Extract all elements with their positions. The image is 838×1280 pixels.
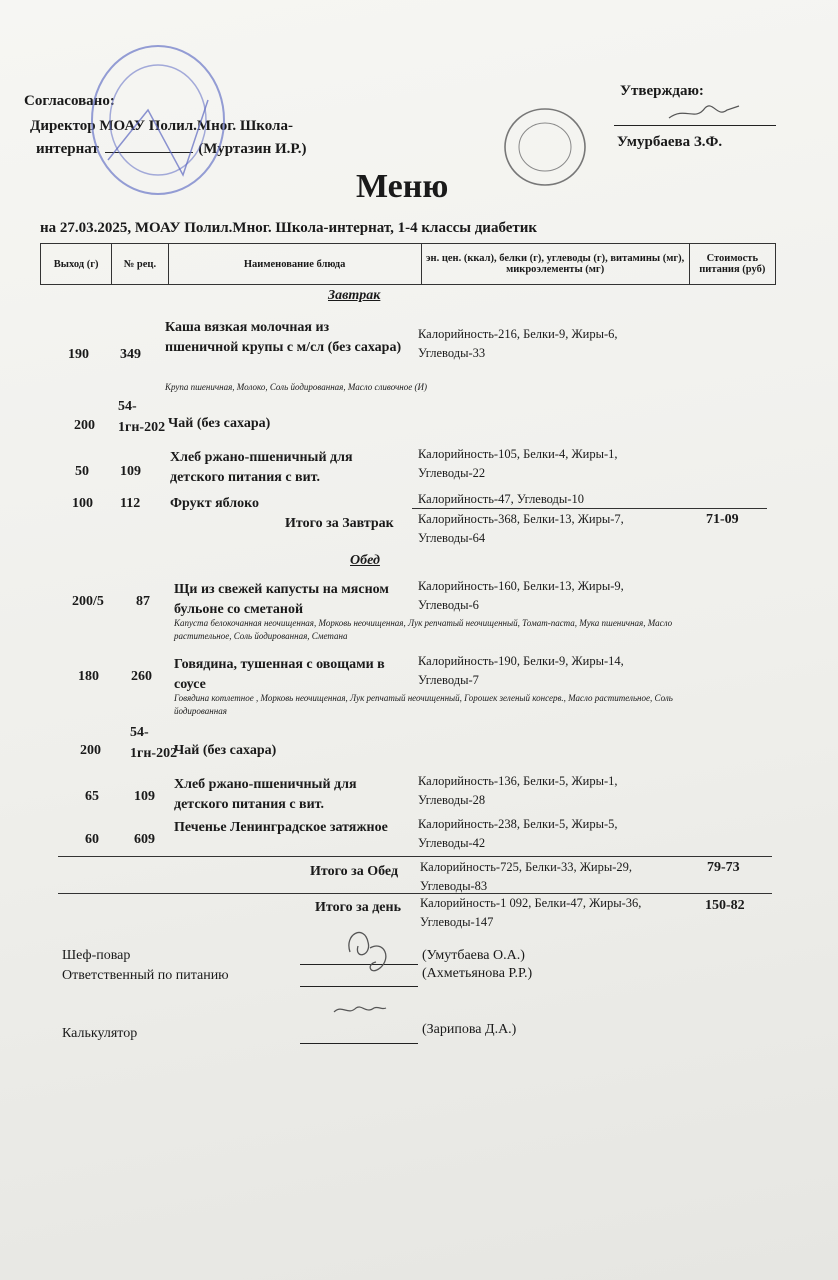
page-title: Меню <box>356 168 449 205</box>
day-total-cost: 150-82 <box>705 898 745 913</box>
row-output: 65 <box>85 789 99 804</box>
breakfast-total-nutrition: Калорийность-368, Белки-13, Жиры-7, Углеводы-64 <box>418 512 624 545</box>
row-recipe: 609 <box>134 832 155 847</box>
col-dish-name: Наименование блюда <box>168 244 421 285</box>
signature-name: (Ахметьянова Р.Р.) <box>422 966 533 981</box>
col-nutrition: эн. цен. (ккал), белки (г), углеводы (г), витамины (мг), микроэлементы (мг) <box>421 244 689 285</box>
breakfast-total-cost: 71-09 <box>706 512 739 527</box>
row-dish-name: Чай (без сахара) <box>168 416 271 431</box>
director-line: Директор МОАУ Полил.Мног. Школа- <box>30 118 293 134</box>
agreed-label: Согласовано: <box>24 93 115 109</box>
lunch-total-divider <box>58 856 772 857</box>
row-nutrition: Калорийность-160, Белки-13, Жиры-9, Углеводы-6 <box>418 579 624 612</box>
row-dish-name: Щи из свежей капусты на мясном бульоне со сметаной <box>174 582 389 617</box>
row-output: 200 <box>80 743 101 758</box>
row-dish-name: Каша вязкая молочная из пшеничной крупы с м/сл (без сахара) <box>165 320 402 355</box>
approve-label: Утверждаю: <box>620 83 704 99</box>
row-output: 200 <box>74 418 95 433</box>
signature-role: Шеф-повар <box>62 948 131 963</box>
lunch-total-nutrition: Калорийность-725, Белки-33, Жиры-29, Углеводы-83 <box>420 860 633 893</box>
row-nutrition: Калорийность-190, Белки-9, Жиры-14, Углеводы-7 <box>418 654 624 687</box>
row-nutrition: Калорийность-136, Белки-5, Жиры-1, Углеводы-28 <box>418 774 618 807</box>
row-ingredients: Капуста белокочанная неочищенная, Морковь неочищенная, Лук репчатый неочищенный, Томат-паста, Мука пшеничная, Масло растительное, Соль йодированная, Сметана <box>174 618 673 641</box>
breakfast-total-label: Итого за Завтрак <box>285 516 394 531</box>
col-output: Выход (г) <box>41 244 112 285</box>
director-name: (Муртазин И.Р.) <box>198 141 307 157</box>
signature-role: Калькулятор <box>62 1026 138 1041</box>
row-output: 180 <box>78 669 99 684</box>
chef-signature <box>340 918 410 988</box>
row-recipe: 112 <box>120 496 141 511</box>
lunch-total-label: Итого за Обед <box>310 864 399 879</box>
row-output: 50 <box>75 464 89 479</box>
menu-subtitle: на 27.03.2025, МОАУ Полил.Мног. Школа-интернат, 1-4 классы диабетик <box>40 220 538 236</box>
signature-line <box>300 1043 418 1044</box>
signature-name: (Умутбаева О.А.) <box>422 948 525 963</box>
row-recipe: 87 <box>136 594 150 609</box>
lunch-total-cost: 79-73 <box>707 860 740 875</box>
row-recipe: 260 <box>131 669 152 684</box>
row-output: 190 <box>68 347 89 362</box>
row-nutrition: Калорийность-216, Белки-9, Жиры-6, Углеводы-33 <box>418 327 618 360</box>
calculator-signature <box>330 1000 390 1020</box>
signature-line <box>300 986 418 987</box>
row-dish-name: Хлеб ржано-пшеничный для детского питания с вит. <box>174 777 357 812</box>
section-lunch: Обед <box>350 553 380 568</box>
row-recipe: 109 <box>120 464 141 479</box>
row-dish-name: Печенье Ленинградское затяжное <box>174 820 388 835</box>
row-output: 200/5 <box>72 594 104 609</box>
row-recipe: 349 <box>120 347 141 362</box>
row-nutrition: Калорийность-47, Углеводы-10 <box>418 492 584 506</box>
approve-signature <box>665 96 745 126</box>
menu-table-header <box>40 243 776 285</box>
signature-role: Ответственный по питанию <box>62 968 229 983</box>
row-recipe: 109 <box>134 789 155 804</box>
signature-name: (Зарипова Д.А.) <box>422 1022 517 1037</box>
col-recipe: № рец. <box>112 244 168 285</box>
row-recipe: 54-1гн-202 <box>118 399 166 435</box>
section-breakfast: Завтрак <box>328 288 381 303</box>
principal-stamp <box>500 105 590 190</box>
col-cost: Стоимость питания (руб) <box>689 244 775 285</box>
row-nutrition: Калорийность-105, Белки-4, Жиры-1, Углеводы-22 <box>418 447 618 480</box>
day-total-nutrition: Калорийность-1 092, Белки-47, Жиры-36, Углеводы-147 <box>420 896 642 929</box>
director-org-end: интернат <box>36 141 99 157</box>
school-stamp <box>88 40 228 200</box>
row-dish-name: Говядина, тушенная с овощами в соусе <box>174 657 385 692</box>
row-output: 100 <box>72 496 93 511</box>
row-output: 60 <box>85 832 99 847</box>
approver-name: Умурбаева З.Ф. <box>617 134 723 150</box>
row-recipe: 54-1гн-202 <box>130 725 178 761</box>
row-dish-name: Хлеб ржано-пшеничный для детского питания с вит. <box>170 450 353 485</box>
row-ingredients: Крупа пшеничная, Молоко, Соль йодированная, Масло сливочное (И) <box>165 382 427 392</box>
breakfast-total-divider <box>412 508 767 509</box>
row-nutrition: Калорийность-238, Белки-5, Жиры-5, Углеводы-42 <box>418 817 618 850</box>
row-dish-name: Чай (без сахара) <box>174 743 277 758</box>
row-dish-name: Фрукт яблоко <box>170 496 260 511</box>
row-ingredients: Говядина котлетное , Морковь неочищенная, Лук репчатый неочищенный, Горошек зеленый консерв., Масло растительное, Соль йодированная <box>174 693 673 716</box>
day-total-label: Итого за день <box>315 900 401 915</box>
